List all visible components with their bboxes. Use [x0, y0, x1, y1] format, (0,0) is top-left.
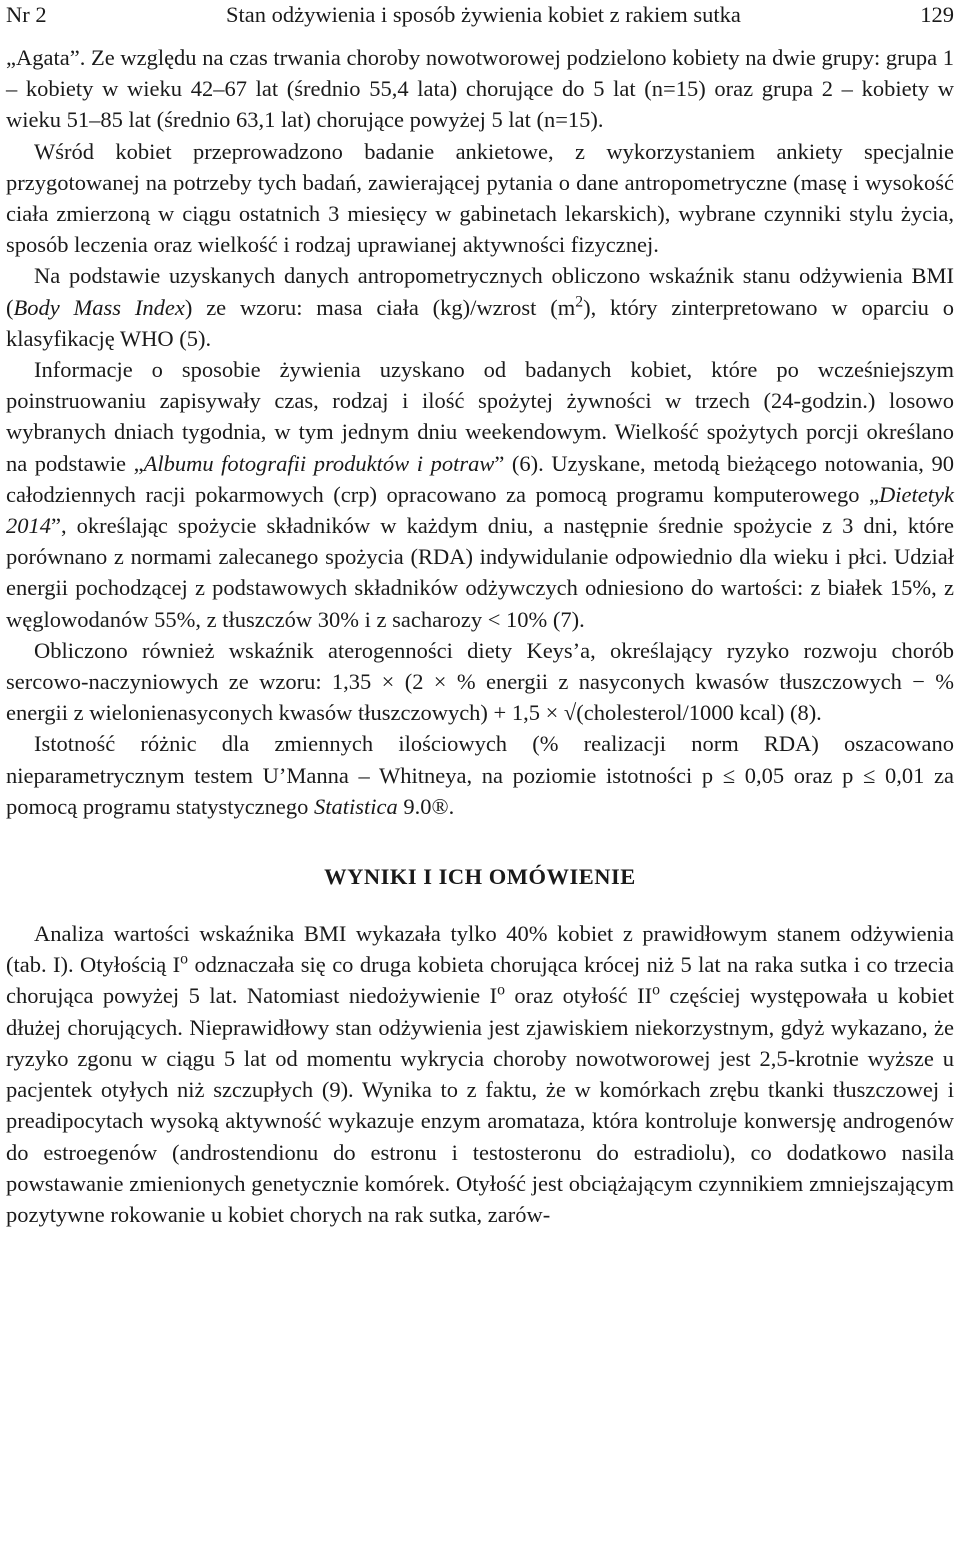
text-segment: ), który zinterpretowano w oparciu o klasyfikację WHO (5).	[6, 294, 955, 351]
paragraph-keys-index: Obliczono również wskaźnik aterogenności diety Keys’a, określający ryzyko rozwoju chorób sercowo-naczyniowych ze wzoru: 1,35 × (2 × % energii z nasyconych kwasów tłuszczowych − % energii z wielonienasyconych kwasów tłuszczowych) + 1,5 × √(cholesterol/1000 kcal) (8).	[6, 637, 954, 726]
superscript: o	[497, 981, 505, 999]
methods-section	[6, 42, 954, 822]
text-segment: Na podstawie uzyskanych danych antropometrycznych obliczono wskaźnik stanu odżywienia BMI (	[6, 263, 954, 320]
paragraph-bmi	[6, 260, 954, 354]
text-segment: ” (6). Uzyskane, metodą bieżącego notowania, 90 całodziennych racji pokarmowych (crp) opracowano za pomocą programu komputerowego „	[6, 450, 954, 507]
issue-number: Nr 2	[6, 2, 47, 27]
superscript: o	[652, 981, 660, 999]
paragraph-groups: „Agata”. Ze względu na czas trwania choroby nowotworowej podzielono kobiety na dwie grupy: grupa 1 – kobiety w wieku 42–67 lat (średnio 55,4 lata) chorujące do 5 lat (n=15) oraz grupa 2 – kobiety w wieku 51–85 lat (średnio 63,1 lat) chorujące powyżej 5 lat (n=15).	[6, 45, 954, 133]
text-segment: Istotność różnic dla zmiennych ilościowych (% realizacji norm RDA) oszacowano nieparametrycznym testem U’Manna – Whitneya, na poziomie istotności p ≤ 0,05 oraz p ≤ 0,01 za pomocą programu statystycznego	[6, 731, 954, 819]
text-segment: odznaczała się co druga kobieta chorująca krócej niż 5 lat na raka sutka i co trzecia chorująca powyżej 5 lat. Natomiast niedożywienie I	[6, 952, 954, 1009]
section-heading: WYNIKI I ICH OMÓWIENIE	[324, 864, 636, 890]
running-header	[6, 0, 954, 42]
paragraph-statistics	[6, 728, 954, 822]
italic-software: Dietetyk 2014	[6, 481, 954, 539]
italic-software: Statistica	[314, 793, 398, 819]
superscript: 2	[575, 293, 584, 311]
text-segment: 9.0®.	[397, 793, 455, 819]
paragraph-diet	[6, 354, 954, 635]
running-title: Stan odżywienia i sposób żywienia kobiet z rakiem sutka	[226, 2, 741, 27]
italic-title: Albumu fotografii produktów i potraw	[143, 450, 495, 476]
paragraph-results	[6, 918, 954, 1230]
text-segment: ”, określając spożycie składników w każdym dniu, a następnie średnie spożycie z 3 dni, które porównano z normami zalecanego spożycia (RDA) indywidulanie odpowiednio dla wieku i płci. Udział energii pochodzącej z podstawowych składników odżywczych odniesiono do wartości: z białek 15%, z węglowodanów 55%, z tłuszczów 30% i z sacharozy < 10% (7).	[6, 513, 954, 632]
text-segment: częściej występowała u kobiet dłużej chorujących. Nieprawidłowy stan odżywienia jest zjawiskiem niekorzystnym, gdyż wykazano, że ryzyko zgonu w ciągu 5 lat od momentu wykrycia choroby nowotworowej jest 2,5-krotnie wyższe u pacjentek otyłych niż szczupłych (9). Wynika to z faktu, że w komórkach zrębu tkanki tłuszczowej i preadipocytach wysoką aktywność wykazuje enzym aromataza, która kontroluje konwersję androgenów do estroegenów (androstendionu do estronu i testosteronu do estradiolu), co dodatkowo nasila powstawanie zmienionych genetycznie komórek. Otyłość jest obciążającym czynnikiem zmniejszającym pozytywne rokowanie u kobiet chorych na rak sutka, zarów-	[6, 983, 954, 1227]
italic-term: Body Mass Index	[13, 294, 185, 320]
paragraph-survey: Wśród kobiet przeprowadzono badanie ankietowe, z wykorzystaniem ankiety specjalnie przygotowanej na potrzeby tych badań, zawierającej pytania o dane antropometryczne (masę i wysokość ciała zmierzoną w ciągu ostatnich 3 miesięcy w gabinetach lekarskich), wybrane czynniki stylu życia, sposób leczenia oraz wielkość i rodzaj uprawianej aktywności fizycznej.	[6, 138, 954, 258]
results-section	[6, 918, 954, 1230]
text-segment: oraz otyłość II	[504, 983, 653, 1009]
page-number: 129	[920, 2, 954, 27]
superscript: o	[180, 950, 189, 968]
text-segment: Analiza wartości wskaźnika BMI wykazała tylko 40% kobiet z prawidłowym stanem odżywienia (tab. I). Otyłością I	[6, 921, 954, 978]
text-segment: Informacje o sposobie żywienia uzyskano od badanych kobiet, które po wcześniejszym poinstruowaniu zapisywały czas, rodzaj i ilość spożytej żywności w trzech (24-godzin.) losowo wybranych dniach tygodnia, w tym jednym dniu weekendowym. Wielkość spożytych porcji określano na podstawie „	[6, 357, 954, 476]
text-segment: ) ze wzoru: masa ciała (kg)/wzrost (m	[184, 294, 576, 320]
